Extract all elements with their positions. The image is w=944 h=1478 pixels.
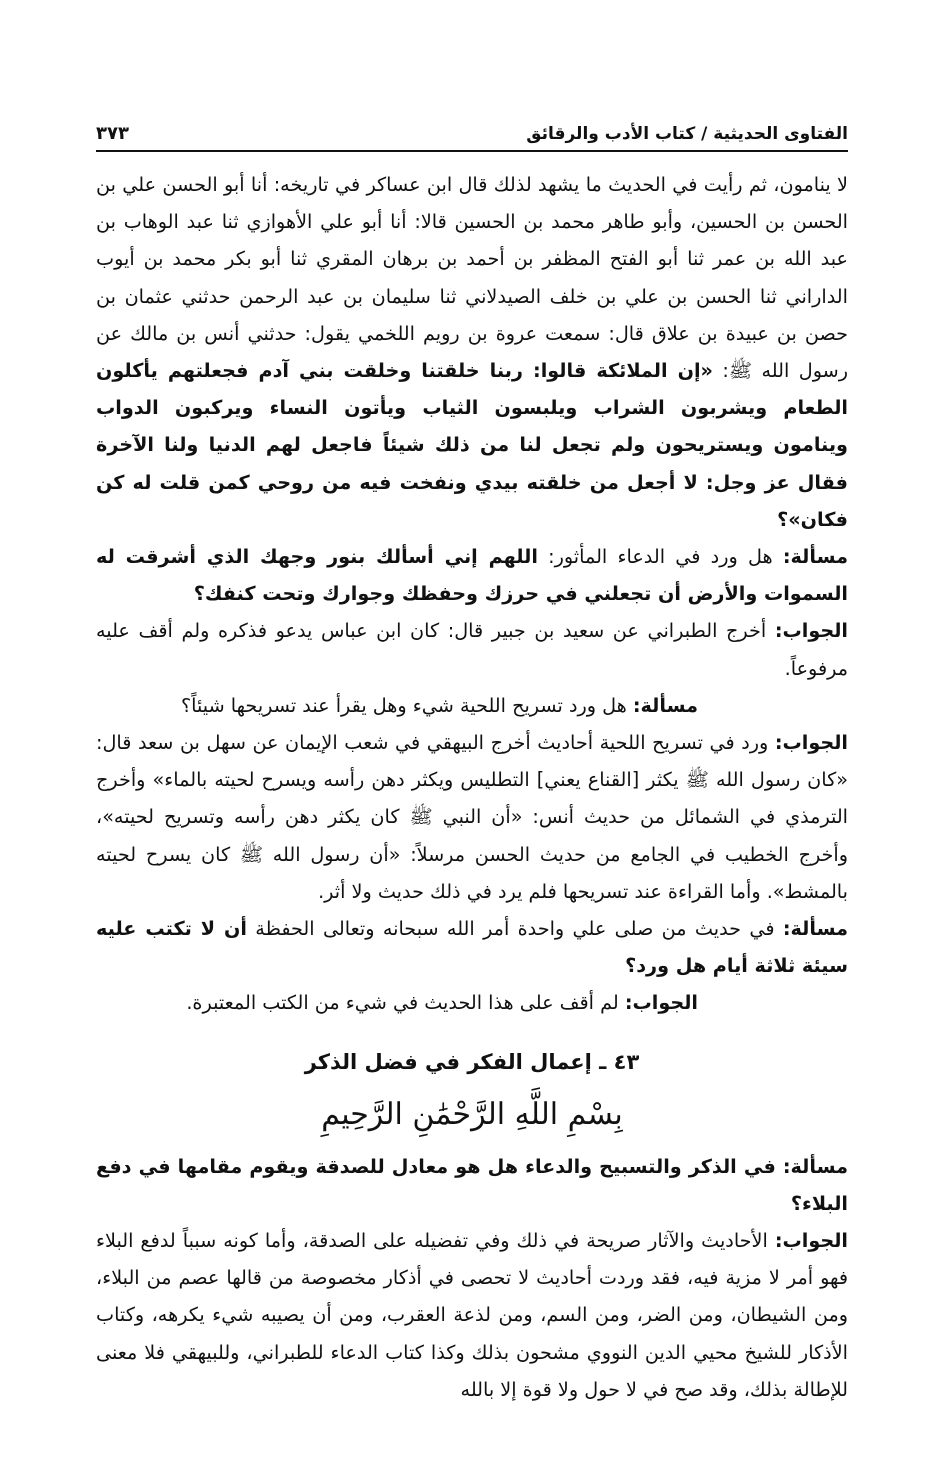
- running-title: الفتاوى الحديثية / كتاب الأدب والرقائق: [526, 124, 848, 144]
- answer-4: [96, 1222, 848, 1408]
- question-2: [96, 687, 848, 724]
- question-4: [96, 1148, 848, 1222]
- question-text: في حديث من صلى علي واحدة أمر الله سبحانه وتعالى الحفظة: [246, 917, 783, 941]
- answer-label: الجواب:: [774, 1229, 848, 1253]
- answer-1: [96, 612, 848, 686]
- answer-text: ورد في تسريح اللحية أحاديث أخرج البيهقي في شعب الإيمان عن سهل بن سعد قال: «كان رسول الله ﷺ يكثر [القناع يعني] التطليس ويكثر دهن رأسه ويسرح لحيته بالماء» وأخرج الترمذي في الشمائل من حديث أنس: «أن النبي ﷺ كان يكثر دهن رأسه وتسريح لحيته»، وأخرج الخطيب في الجامع من حديث الحسن مرسلاً: «أن رسول الله ﷺ كان يسرح لحيته بالمشط». وأما القراءة عند تسريحها فلم يرد في ذلك حديث ولا أثر.: [96, 731, 848, 903]
- answer-text: أخرج الطبراني عن سعيد بن جبير قال: كان ابن عباس يدعو فذكره ولم أقف عليه مرفوعاً.: [96, 619, 848, 680]
- hadith-text: «إن الملائكة قالوا: ربنا خلقتنا وخلقت بني آدم فجعلتهم يأكلون الطعام ويشربون الشراب ويلبسون الثياب ويأتون النساء ويركبون الدواب وينامون ويستريحون ولم تجعل لنا من ذلك شيئاً فاجعل لهم الدنيا ولنا الآخرة فقال عز وجل: لا أجعل من خلقته بيدي ونفخت فيه من روحي كمن قلت له كن فكان»؟: [96, 359, 848, 531]
- answer-3: [96, 984, 848, 1021]
- question-3: [96, 910, 848, 984]
- page-body: [96, 166, 848, 1408]
- answer-label: الجواب:: [774, 619, 848, 643]
- hadith-chain: لا ينامون، ثم رأيت في الحديث ما يشهد لذلك قال ابن عساكر في تاريخه: أنا أبو الحسن علي بن الحسن بن الحسين، وأبو طاهر محمد بن الحسين قالا: أنا أبو علي الأهوازي ثنا عبد الوهاب بن عبد الله بن عمر ثنا أبو الفتح المظفر بن أحمد بن برهان المقري ثنا أبو بكر محمد بن أيوب الداراني ثنا الحسن بن علي بن خلف الصيدلاني ثنا سليمان بن عبد الرحمن حدثني عثمان بن حصن بن عبيدة بن علاق قال: سمعت عروة بن رويم اللخمي يقول: حدثني أنس بن مالك عن رسول الله ﷺ:: [96, 173, 848, 383]
- answer-label: الجواب:: [624, 991, 698, 1015]
- answer-text: لم أقف على هذا الحديث في شيء من الكتب المعتبرة.: [186, 991, 625, 1015]
- question-label: مسألة:: [782, 1154, 848, 1178]
- question-text: هل ورد في الدعاء المأثور:: [537, 545, 783, 569]
- answer-text: الأحاديث والآثار صريحة في ذلك وفي تفضيله على الصدقة، وأما كونه سبباً لدفع البلاء فهو أمر لا مزية فيه، فقد وردت أحاديث لا تحصى في أذكار مخصوصة من قالها عصم من البلاء، ومن الشيطان، ومن الضر، ومن السم، ومن لذعة العقرب، ومن أن يصيبه شيء يكرهه، وكتاب الأذكار للشيخ محيي الدين النووي مشحون بذلك وكذا كتاب الدعاء للطبراني، وللبيهقي فلا معنى للإطالة بذلك، وقد صح في لا حول ولا قوة إلا بالله: [96, 1229, 848, 1401]
- basmala: بِسْمِ اللَّهِ الرَّحْمَٰنِ الرَّحِيمِ: [321, 1096, 623, 1132]
- question-text: في الذكر والتسبيح والدعاء هل هو معادل للصدقة ويقوم مقامها في دفع البلاء؟: [96, 1154, 848, 1215]
- question-label: مسألة:: [782, 917, 848, 941]
- question-label: مسألة:: [782, 545, 848, 569]
- question-text: هل ورد تسريح اللحية شيء وهل يقرأ عند تسريحها شيئاً؟: [180, 693, 633, 717]
- page-header: [96, 112, 848, 152]
- paragraph-hadith: [96, 166, 848, 538]
- answer-label: الجواب:: [774, 731, 848, 755]
- question-bold-text: اللهم إني أسألك بنور وجهك الذي أشرقت له السموات والأرض أن تجعلني في حرزك وحفظك وجوارك وتحت كنفك؟: [96, 545, 848, 606]
- question-bold-text: أن لا تكتب عليه سيئة ثلاثة أيام هل ورد؟: [96, 917, 848, 978]
- question-1: [96, 538, 848, 612]
- question-label: مسألة:: [632, 693, 698, 717]
- answer-2: [96, 724, 848, 910]
- page-number: ٣٧٣: [96, 123, 129, 144]
- section-title: ٤٣ ـ إعمال الفكر في فضل الذكر: [304, 1049, 640, 1074]
